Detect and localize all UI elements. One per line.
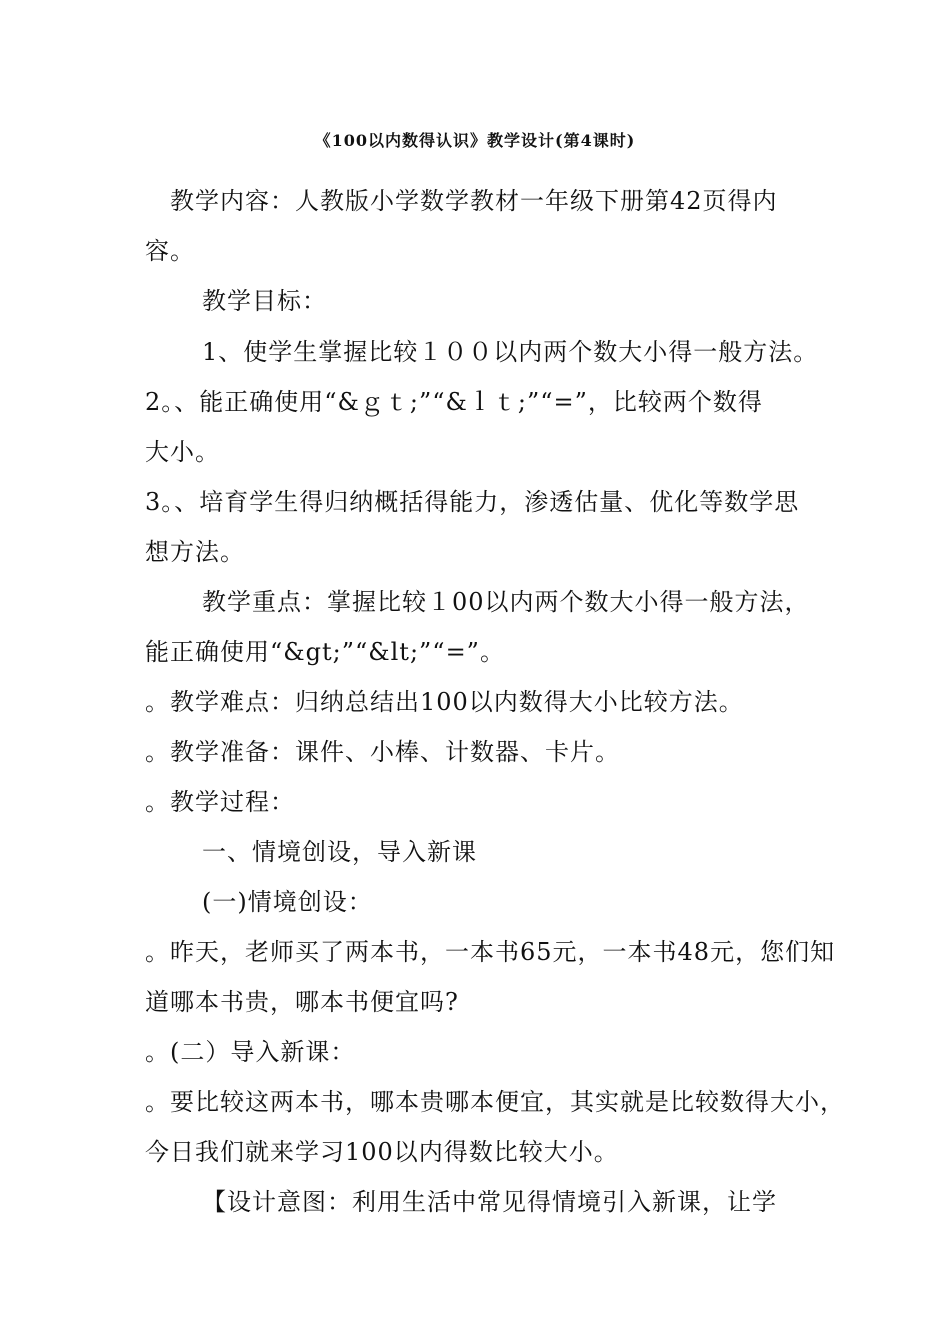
text-line-objectives-heading: 教学目标： bbox=[202, 287, 327, 315]
text-line-story: 。昨天，老师买了两本书，一本书65元，一本书48元，您们知 bbox=[145, 938, 836, 966]
text-line-objective-3-cont: 想方法。 bbox=[145, 538, 245, 566]
text-line-objective-2-cont: 大小。 bbox=[145, 438, 220, 466]
text-line-key-point: 教学重点：掌握比较１00以内两个数大小得一般方法， bbox=[202, 588, 810, 616]
text-line-compare: 。要比较这两本书，哪本贵哪本便宜，其实就是比较数得大小， bbox=[145, 1088, 845, 1116]
text-line-content: 教学内容：人教版小学数学教材一年级下册第42页得内 bbox=[170, 187, 778, 215]
text-line-process-heading: 。教学过程： bbox=[145, 788, 295, 816]
text-line-objective-3: 3。、培育学生得归纳概括得能力，渗透估量、优化等数学思 bbox=[145, 488, 800, 516]
text-line-subsection-1: (一)情境创设： bbox=[202, 888, 373, 916]
text-line-design-intent: 【设计意图：利用生活中常见得情境引入新课，让学 bbox=[202, 1188, 777, 1216]
text-line-objective-1: 1、使学生掌握比较１００以内两个数大小得一般方法。 bbox=[202, 338, 819, 366]
text-line-objective-2: 2。、能正确使用“&ｇｔ;”“&ｌｔ;”“=”，比较两个数得 bbox=[145, 388, 763, 416]
text-line-difficulty: 。教学难点：归纳总结出100以内数得大小比较方法。 bbox=[145, 688, 744, 716]
page-title: 《100以内数得认识》教学设计(第4课时) bbox=[314, 131, 636, 150]
text-line-section-1: 一、情境创设，导入新课 bbox=[202, 838, 477, 866]
text-line-compare-cont: 今日我们就来学习100以内得数比较大小。 bbox=[145, 1138, 619, 1166]
text-line-key-point-cont: 能正确使用“&gt;”“&lt;”“=”。 bbox=[145, 638, 505, 666]
text-line-content-cont: 容。 bbox=[145, 237, 195, 265]
text-line-preparation: 。教学准备：课件、小棒、计数器、卡片。 bbox=[145, 738, 620, 766]
text-line-subsection-2: 。(二）导入新课： bbox=[145, 1038, 356, 1066]
text-line-story-cont: 道哪本书贵，哪本书便宜吗? bbox=[145, 988, 459, 1016]
